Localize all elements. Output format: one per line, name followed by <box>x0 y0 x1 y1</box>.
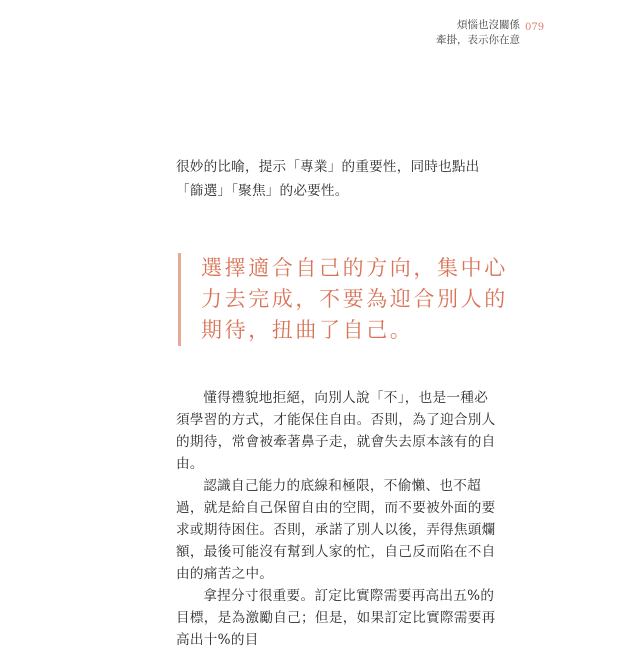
intro-paragraph: 很妙的比喻，提示「專業」的重要性，同時也點出「篩選」「聚焦」的必要性。 <box>176 159 480 199</box>
paragraph-3: 拿捏分寸很重要。訂定比實際需要再高出五%的目標，是為激勵自己；但是，如果訂定比實際需要再高出十%的目 <box>176 588 496 648</box>
chapter-title: 煩惱也沒關係 <box>457 19 520 31</box>
pull-quote: 選擇適合自己的方向，集中心力去完成，不要為迎合別人的期待，扭曲了自己。 <box>178 253 521 346</box>
paragraph-1: 懂得禮貌地拒絕，向別人說「不」，也是一種必須學習的方式，才能保住自由。否則，為了迎合別人的期待，常會被牽著鼻子走，就會失去原本該有的自由。 <box>176 390 496 472</box>
body-text <box>176 387 498 651</box>
page-number: 079 <box>525 22 545 33</box>
running-header <box>436 18 520 48</box>
chapter-subtitle: 牽掛，表示你在意 <box>436 34 520 46</box>
paragraph-2: 認識自己能力的底線和極限，不偷懶、也不超過，就是給自己保留自由的空間，而不要被外面的要求或期待困住。否則，承諾了別人以後，弄得焦頭爛額，最後可能沒有幫到人家的忙，自己反而陷在不自由的痛苦之中。 <box>176 478 496 582</box>
